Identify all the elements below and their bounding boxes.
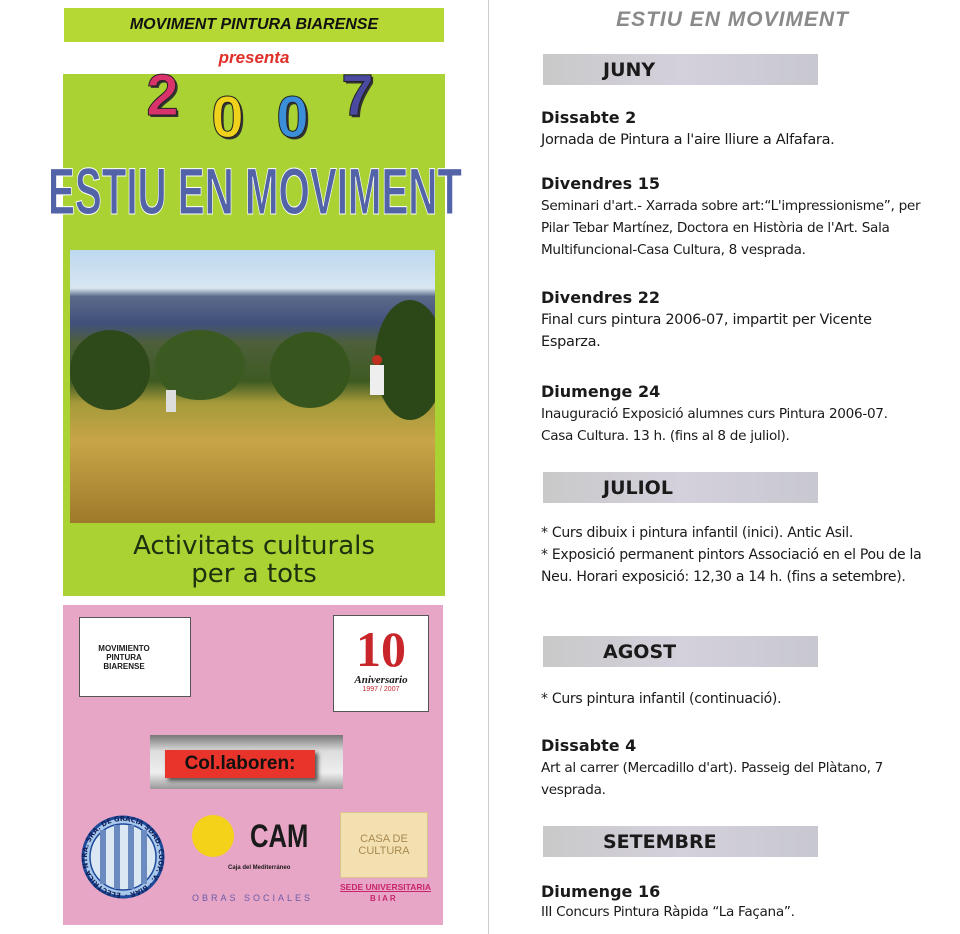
year-2007 [130, 62, 390, 150]
notes-block [541, 688, 936, 710]
aniversario-logo [333, 615, 429, 712]
slogan [63, 532, 445, 588]
note-text: * Curs dibuix i pintura infantil (inici). Antic Asil. [541, 525, 854, 541]
note-text: * Curs pintura infantil (continuació). [541, 691, 782, 707]
collab-text: Col.laboren: [184, 753, 296, 774]
electrica-logo [74, 808, 172, 906]
event-item [541, 382, 936, 447]
event-day: Dissabte 4 [541, 736, 637, 755]
program-title: ESTIU EN MOVIMENT [616, 8, 849, 31]
landscape-photo [70, 250, 435, 523]
event-item [541, 882, 936, 921]
cover-title: ESTIU EN MOVIMENT [48, 154, 462, 228]
collab-label [165, 750, 315, 778]
event-text: Art al carrer (Mercadillo d'art). Passeig del Plàtano, 7 vesprada. [541, 760, 883, 798]
event-text: Final curs pintura 2006-07, impartit per Vicente Esparza. [541, 312, 872, 350]
event-day: Divendres 22 [541, 288, 660, 307]
aniversario-years: 1997 / 2007 [362, 686, 400, 693]
cover-title-wrap [46, 146, 466, 230]
aniversario-label: Aniversario [354, 674, 408, 686]
event-text: III Concurs Pintura Ràpida “La Façana”. [541, 904, 795, 920]
top-banner-text: MOVIMENT PINTURA BIARENSE [129, 16, 379, 33]
casa-biar: B I A R [370, 894, 396, 903]
event-item [541, 174, 936, 261]
year-digit: 0 [276, 85, 309, 150]
casa-text: CASA DE CULTURA [358, 833, 410, 857]
cam-subtitle: Caja del Mediterráneo [228, 865, 291, 871]
event-text: Jornada de Pintura a l'aire lliure a Alfafara. [541, 132, 835, 148]
event-text: Seminari d'art.- Xarrada sobre art:“L'impressionisme”, per Pilar Tebar Martínez, Doctora en Història de l'Art. Sala Multifuncional-Casa Cultura, 8 vesprada. [541, 198, 921, 258]
aniversario-number: 10 [356, 621, 406, 677]
month-label: JUNY [603, 58, 656, 81]
year-digit: 7 [341, 63, 374, 128]
fold-divider [488, 0, 489, 934]
event-item [541, 108, 936, 151]
mpb-logo-text: MOVIMIENTO PINTURA BIARENSE [98, 643, 150, 671]
event-item [541, 288, 936, 353]
landscape-illustration [70, 250, 435, 523]
month-juny [543, 54, 818, 85]
month-juliol [543, 472, 818, 503]
month-setembre [543, 826, 818, 857]
notes-block [541, 522, 936, 588]
casa-cultura-logo [340, 812, 428, 878]
month-label: AGOST [603, 640, 677, 663]
event-item [541, 736, 936, 801]
year-digit: 2 [146, 63, 179, 128]
event-day: Diumenge 24 [541, 382, 661, 401]
slogan-line: Activitats culturals [133, 531, 375, 561]
note-text: * Exposició permanent pintors Associació en el Pou de la Neu. Horari exposició: 12,30 a 14 h. (fins a setembre). [541, 547, 922, 585]
month-label: JULIOL [603, 476, 673, 499]
event-day: Diumenge 16 [541, 882, 661, 901]
month-agost [543, 636, 818, 667]
presenta-label: presenta [218, 48, 290, 67]
event-day: Dissabte 2 [541, 108, 637, 127]
cam-logo-text: CAM [250, 818, 309, 854]
year-digit: 0 [211, 85, 244, 150]
mpb-logo [79, 617, 191, 697]
event-text: Inauguració Exposició alumnes curs Pintura 2006-07. Casa Cultura. 13 h. (fins al 8 de juliol). [541, 406, 888, 444]
top-banner [64, 8, 444, 42]
cam-obras: OBRAS SOCIALES [192, 893, 314, 903]
slogan-line: per a tots [191, 559, 317, 589]
cam-circle-icon [192, 815, 234, 857]
month-label: SETEMBRE [603, 830, 717, 853]
casa-sede: SEDE UNIVERSITARIA [340, 882, 431, 892]
event-day: Divendres 15 [541, 174, 660, 193]
electrica-text: ELECTRICA NTRA. SRA. DE GRACIA SDAD. COOP. V. · BIAR · [80, 814, 166, 899]
